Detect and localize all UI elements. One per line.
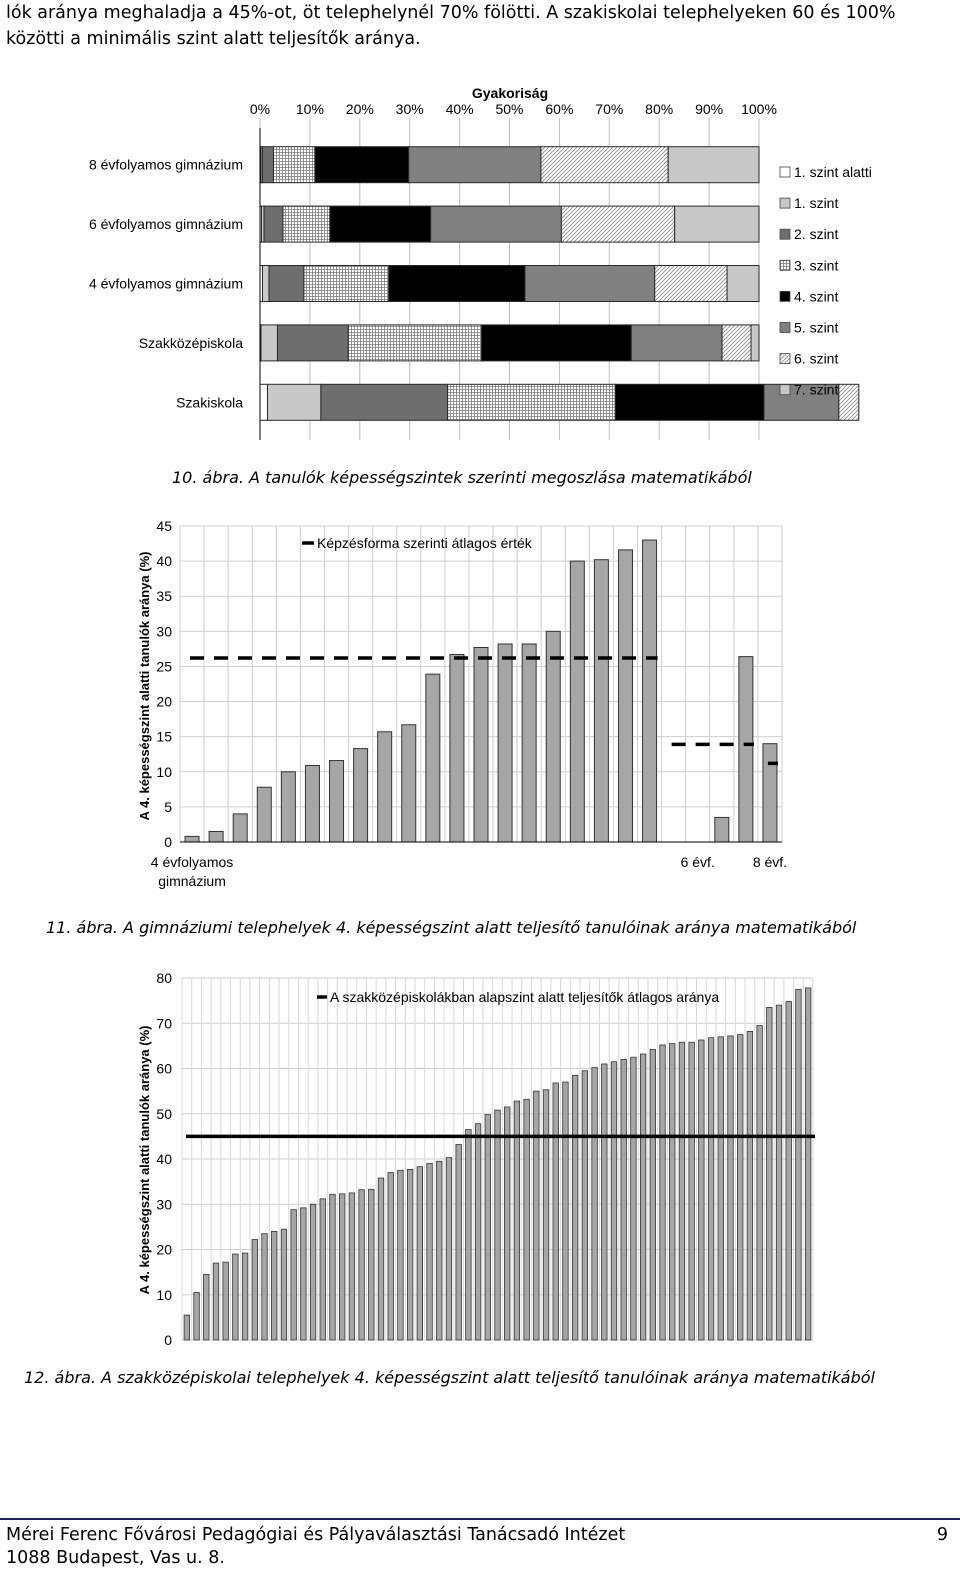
x-tick-label: 70% [595, 101, 624, 117]
x-tick-label: 40% [445, 101, 474, 117]
stacked-bar-segment [448, 384, 616, 420]
bar [660, 1045, 666, 1340]
bar [757, 1026, 763, 1340]
legend-label: 2. szint [794, 226, 839, 243]
stacked-bar-segment [668, 147, 759, 183]
stacked-bar-segment [751, 325, 759, 361]
figure-10-caption: 10. ábra. A tanulók képességszintek szerinti megoszlása matematikából [172, 468, 752, 487]
bar [257, 787, 271, 842]
bar [378, 1178, 384, 1340]
bar [407, 1169, 413, 1340]
bar [543, 1090, 549, 1340]
stacked-bar-segment [431, 206, 562, 242]
y-tick-label: 25 [156, 658, 172, 675]
y-tick-label: 60 [156, 1060, 172, 1077]
figure-10-title: Gyakoriság [471, 85, 549, 101]
y-axis-label: A 4. képességszint alatti tanulók aránya (%) [137, 1025, 152, 1295]
y-tick-label: 20 [156, 1241, 172, 1258]
y-tick-label: 40 [156, 1151, 172, 1167]
legend-label: A szakközépiskolákban alapszint alatt teljesítők átlagos aránya [330, 989, 720, 1005]
bar [233, 814, 247, 842]
stacked-bar-segment [655, 266, 727, 302]
bar [223, 1262, 229, 1340]
legend-swatch [780, 167, 790, 177]
bar [621, 1059, 627, 1340]
figure-12-chart [0, 960, 960, 1355]
y-tick-label: 10 [156, 763, 172, 780]
bar [739, 657, 753, 842]
intro-paragraph [6, 0, 956, 52]
x-tick-label: 100% [741, 101, 777, 117]
bar [291, 1210, 297, 1340]
bar [643, 540, 657, 842]
stacked-bar-segment [541, 147, 668, 183]
legend-swatch [780, 260, 790, 270]
bar [310, 1204, 316, 1340]
figure-11-chart [0, 510, 960, 895]
stacked-bar-segment [675, 206, 759, 242]
stacked-bar-segment [262, 266, 268, 302]
stacked-bar-segment [615, 384, 764, 420]
stacked-bar-segment [261, 325, 277, 361]
x-tick-label: 10% [295, 101, 324, 117]
bar [209, 831, 223, 842]
bar [570, 561, 584, 842]
bar [402, 725, 416, 842]
bar [185, 836, 199, 842]
bar [669, 1044, 675, 1340]
group-label: 6 évf. [680, 854, 715, 870]
bar [262, 1234, 268, 1340]
bar [611, 1062, 617, 1340]
bar [388, 1173, 394, 1340]
stacked-bar-segment [330, 206, 431, 242]
bar [602, 1064, 608, 1340]
group-label: 8 évf. [752, 854, 788, 870]
bar [204, 1274, 210, 1340]
legend-swatch [780, 229, 790, 239]
bar [715, 817, 729, 842]
bar [339, 1194, 345, 1340]
figure-12-caption: 12. ábra. A szakközépiskolai telephelyek 4. képességszint alatt teljesítő tanulóinak aránya matematikából [24, 1368, 875, 1387]
bar [330, 761, 344, 842]
stacked-bar-segment [315, 147, 409, 183]
group-label: 4 évfolyamos [150, 854, 234, 870]
bar [271, 1231, 277, 1340]
legend-label: Képzésforma szerinti átlagos érték [317, 535, 532, 551]
y-tick-label: 10 [156, 1286, 172, 1303]
bar [679, 1042, 685, 1340]
y-tick-label: 50 [156, 1105, 172, 1122]
legend-label: 4. szint [794, 288, 839, 305]
bar [252, 1240, 257, 1340]
stacked-bar-segment [727, 266, 759, 302]
stacked-bar-segment [525, 266, 655, 302]
bar [708, 1038, 714, 1340]
bar [618, 550, 632, 842]
legend-swatch [780, 291, 790, 301]
bar [546, 631, 560, 842]
stacked-bar-segment [409, 147, 541, 183]
y-tick-label: 40 [156, 553, 172, 570]
bar [437, 1161, 443, 1340]
bar [767, 1007, 773, 1340]
bar [553, 1083, 559, 1340]
bar [718, 1037, 724, 1340]
legend-swatch [780, 385, 790, 395]
stacked-bar-segment [304, 266, 389, 302]
stacked-bar-segment [482, 325, 632, 361]
bar [466, 1130, 472, 1340]
group-label: gimnázium [158, 873, 226, 889]
intro-line-2: közötti a minimális szint alatt teljesítők aránya. [6, 29, 421, 49]
stacked-bar-segment [273, 147, 314, 183]
legend-label: 1. szint [794, 195, 839, 212]
bar [572, 1075, 578, 1340]
intro-line-1: lók aránya meghaladja a 45%-ot, öt telephelynél 70% fölötti. A szakiskolai telephelyeken 60 és 100% [6, 3, 896, 23]
bar [450, 655, 464, 842]
bar [796, 989, 802, 1340]
y-tick-label: 20 [156, 693, 172, 710]
bar [281, 772, 295, 842]
bar [301, 1208, 307, 1340]
category-label: Szakközépiskola [138, 334, 243, 351]
stacked-bar-segment [722, 325, 751, 361]
x-tick-label: 80% [645, 101, 674, 117]
bar [398, 1170, 404, 1340]
legend-swatch [780, 354, 790, 364]
legend-label: 6. szint [794, 350, 839, 367]
bar [446, 1158, 452, 1340]
bar [737, 1035, 743, 1340]
legend-swatch [780, 198, 790, 208]
stacked-bar-segment [631, 325, 722, 361]
bar [631, 1057, 637, 1340]
bar [534, 1091, 540, 1340]
legend-swatch [780, 323, 790, 333]
bar [504, 1107, 510, 1340]
stacked-bar-segment [267, 384, 320, 420]
y-tick-label: 80 [156, 970, 172, 986]
bar [522, 644, 536, 842]
bar [495, 1110, 501, 1340]
stacked-bar-segment [260, 384, 267, 420]
stacked-bar-segment [321, 384, 448, 420]
page-footer [0, 1518, 960, 1586]
bar [369, 1189, 375, 1340]
stacked-bar-segment [348, 325, 481, 361]
bar [194, 1292, 200, 1340]
y-tick-label: 30 [156, 1196, 172, 1213]
bar [594, 560, 608, 842]
bar [320, 1199, 326, 1340]
legend-label: 5. szint [794, 319, 839, 336]
stacked-bar-segment [262, 147, 273, 183]
footer-institution: Mérei Ferenc Fővárosi Pedagógiai és Pályaválasztási Tanácsadó Intézet [6, 1525, 626, 1545]
bar [417, 1167, 423, 1340]
x-tick-label: 50% [495, 101, 524, 117]
bar [592, 1068, 598, 1340]
y-tick-label: 0 [164, 1332, 172, 1348]
bar [426, 674, 440, 842]
stacked-bar-segment [269, 266, 304, 302]
category-label: 6 évfolyamos gimnázium [88, 216, 243, 233]
bar [349, 1193, 355, 1340]
x-tick-label: 30% [395, 101, 424, 117]
bar [689, 1042, 695, 1340]
legend-label: 1. szint alatti [794, 164, 872, 180]
stacked-bar-segment [389, 266, 525, 302]
bar [305, 765, 319, 842]
bar [427, 1164, 433, 1340]
bar [699, 1040, 705, 1340]
stacked-bar-segment [277, 325, 348, 361]
bar [776, 1005, 782, 1340]
bar [498, 644, 512, 842]
y-tick-label: 5 [164, 798, 172, 815]
y-tick-label: 45 [156, 518, 172, 534]
category-label: 8 évfolyamos gimnázium [88, 156, 243, 173]
y-tick-label: 0 [164, 834, 172, 850]
page-number: 9 [936, 1525, 948, 1545]
stacked-bar-segment [839, 384, 859, 420]
stacked-bar-segment [283, 206, 330, 242]
category-label: 4 évfolyamos gimnázium [88, 275, 243, 292]
bar [747, 1031, 753, 1340]
stacked-bar-segment [561, 206, 674, 242]
bar [763, 744, 777, 842]
y-tick-label: 70 [156, 1015, 172, 1032]
bar [330, 1194, 336, 1340]
bar [456, 1145, 462, 1340]
footer-address: 1088 Budapest, Vas u. 8. [6, 1548, 225, 1568]
figure-10-chart [0, 80, 960, 455]
y-tick-label: 30 [156, 623, 172, 640]
bar [474, 647, 488, 842]
bar [184, 1315, 190, 1340]
legend-label: 3. szint [794, 257, 839, 274]
legend-label: 7. szint [794, 381, 839, 398]
y-tick-label: 15 [156, 728, 172, 745]
bar [233, 1254, 239, 1340]
bar [728, 1036, 734, 1340]
x-tick-label: 0% [249, 101, 271, 117]
stacked-bar-segment [264, 206, 283, 242]
figure-11-caption: 11. ábra. A gimnáziumi telephelyek 4. képességszint alatt teljesítő tanulóinak aránya matematikából [46, 918, 857, 937]
bar [359, 1190, 365, 1340]
x-tick-label: 90% [695, 101, 724, 117]
bar [242, 1253, 248, 1340]
x-tick-label: 20% [345, 101, 374, 117]
bar [805, 988, 811, 1340]
bar [485, 1115, 491, 1340]
bar [640, 1054, 646, 1340]
bar [475, 1124, 481, 1340]
y-tick-label: 35 [156, 588, 172, 605]
bar [582, 1071, 588, 1340]
category-label: Szakiskola [176, 394, 243, 411]
x-tick-label: 60% [545, 101, 574, 117]
bar [563, 1082, 569, 1340]
bar [786, 1002, 792, 1340]
bar [281, 1229, 287, 1340]
bar [213, 1263, 219, 1340]
bar [650, 1049, 656, 1340]
bar [354, 749, 368, 842]
bar [378, 732, 392, 842]
y-axis-label: A 4. képességszint alatti tanulók aránya (%) [137, 551, 152, 821]
